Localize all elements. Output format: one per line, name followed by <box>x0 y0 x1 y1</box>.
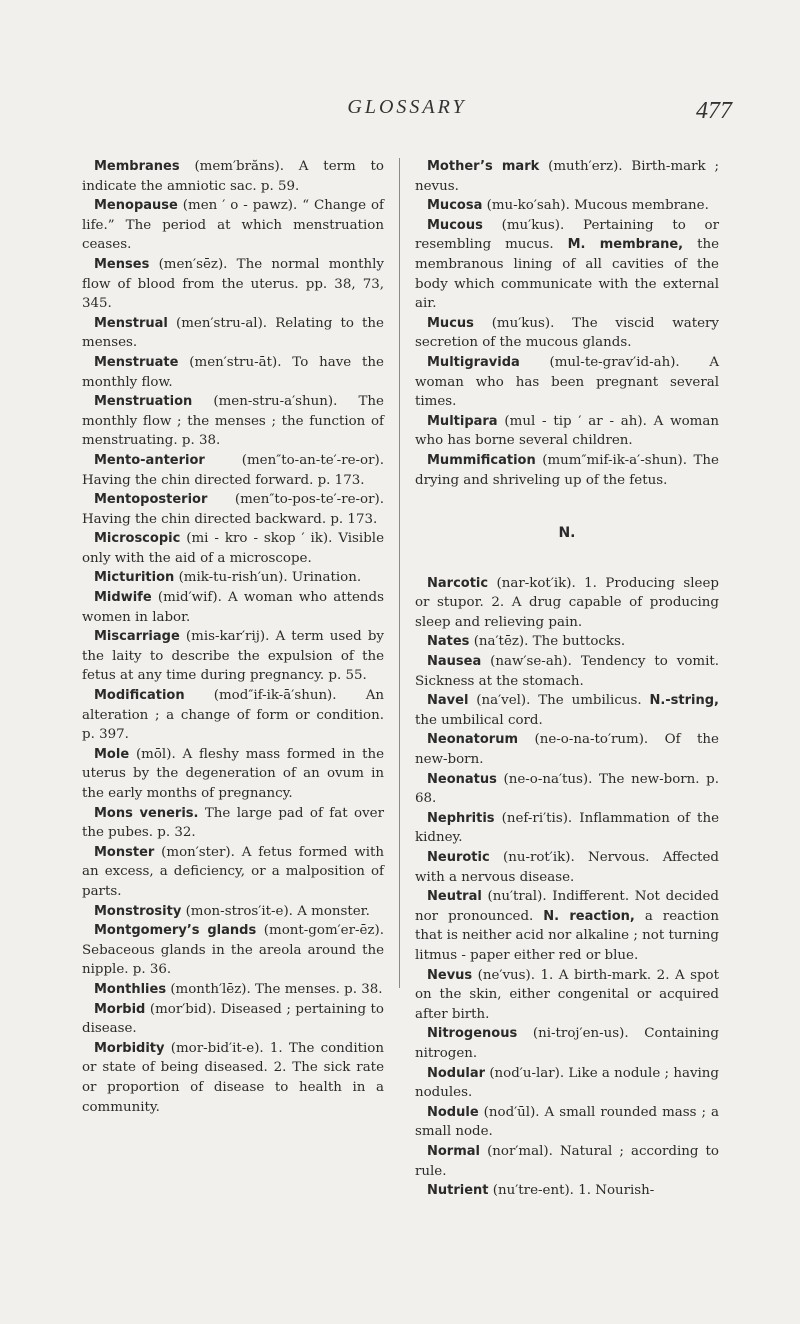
entry-term: Menses <box>94 256 150 272</box>
entry-definition: The large pad of fat over the pubes. p. 32. <box>82 805 384 841</box>
page-number: 477 <box>696 98 732 124</box>
entry-term: Montgomery’s glands <box>94 923 257 939</box>
entry-definition: (ne-o-na′tus). The new-born. p. 68. <box>415 771 719 807</box>
entry-subdefinition: the membranous lining of all cavities of the body which communicate with the external air. <box>415 237 720 312</box>
entry-definition: (mon′ster). A fetus formed with an excess, a deficiency, or a malposition of parts. <box>82 844 384 899</box>
entry-term: Menstrual <box>94 315 168 331</box>
entry-subdefinition: a reaction that is neither acid nor alkaline ; not turning litmus - paper either red or blue. <box>415 908 719 963</box>
entry-definition: (nar-kot′ik). 1. Producing sleep or stupor. 2. A drug capable of producing sleep and relieving pain. <box>415 575 719 630</box>
entry-term: Mons veneris. <box>94 805 199 821</box>
page-header <box>82 92 732 132</box>
entry-term: Neonatus <box>427 771 497 787</box>
glossary-entry <box>415 1142 719 1181</box>
glossary-entry <box>415 1024 719 1063</box>
entry-term: Menstruate <box>94 354 179 370</box>
entry-subterm: N. reaction, <box>543 908 635 924</box>
entry-definition: (nef-ri′tis). Inflammation of the kidney. <box>415 810 719 846</box>
entry-definition: (men′sēz). The normal monthly flow of blood from the uterus. pp. 38, 73, 345. <box>82 256 384 312</box>
entry-definition: (nu-rot′ik). Nervous. Affected with a nervous disease. <box>415 850 719 885</box>
entry-term: Monthlies <box>94 981 167 997</box>
entry-definition: (nod′u-lar). Like a nodule ; having nodules. <box>415 1065 719 1101</box>
entry-term: Neonatorum <box>427 732 519 748</box>
glossary-entry <box>415 691 719 730</box>
glossary-entry <box>82 1039 384 1117</box>
entry-term: Menstruation <box>94 394 193 410</box>
glossary-entry <box>415 1064 719 1103</box>
glossary-entry <box>415 632 719 652</box>
entry-definition: (men″to-pos-te′-re-or). Having the chin directed backward. p. 173. <box>82 492 384 527</box>
entry-term: Normal <box>427 1143 480 1159</box>
glossary-entry <box>415 196 719 216</box>
entry-definition: (mont-gom′er-ēz). Sebaceous glands in the areola around the nipple. p. 36. <box>82 923 384 978</box>
entry-term: Mole <box>94 746 130 762</box>
glossary-entry <box>415 314 719 353</box>
entry-definition: (mi - kro - skop ′ ik). Visible only with the aid of a microscope. <box>82 531 384 566</box>
entry-definition: (men ′ o - pawz). “ Change of life.” The period at which menstruation ceases. <box>82 198 384 253</box>
glossary-entry <box>82 451 384 490</box>
running-title: GLOSSARY <box>347 96 467 118</box>
entry-term: Morbid <box>94 1001 146 1017</box>
entry-definition: (men″to-an-te′-re-or). Having the chin directed forward. p. 173. <box>82 452 384 488</box>
entry-term: Monster <box>94 844 155 860</box>
entry-term: Membranes <box>94 159 180 174</box>
right-column-bottom <box>415 574 719 1201</box>
glossary-entry <box>415 157 719 196</box>
entry-term: Mother’s mark <box>427 159 540 174</box>
entry-term: Nutrient <box>427 1183 489 1199</box>
entry-subdefinition: the umbilical cord. <box>415 712 543 728</box>
entry-term: Nephritis <box>427 810 495 826</box>
entry-term: Midwife <box>94 590 152 606</box>
glossary-entry <box>82 921 384 980</box>
entry-definition: (mid′wif). A woman who attends women in labor. <box>82 590 384 625</box>
entry-term: Mentoposterior <box>94 492 208 508</box>
entry-term: Nates <box>427 634 470 650</box>
entry-term: Nevus <box>427 967 473 983</box>
entry-term: Mucosa <box>427 198 483 214</box>
right-column <box>415 157 719 1201</box>
entry-subterm: N.-string, <box>649 693 719 709</box>
entry-term: Menopause <box>94 198 178 214</box>
entry-definition: (men′stru-āt). To have the monthly flow. <box>82 354 384 390</box>
entry-term: Mento-anterior <box>94 452 205 468</box>
entry-definition: (month′lēz). The menses. p. 38. <box>170 981 383 997</box>
entry-term: Multipara <box>427 413 498 429</box>
entry-definition: (nu′tre-ent). 1. Nourish- <box>492 1183 655 1199</box>
entry-definition: (na′tēz). The buttocks. <box>473 634 626 650</box>
entry-definition: (nu′tral). Indifferent. Not decided nor pronounced. <box>415 889 719 924</box>
glossary-entry <box>415 652 719 691</box>
entry-definition: (mul-te-grav′id-ah). A woman who has been pregnant several times. <box>415 354 719 410</box>
entry-term: Mucous <box>427 217 483 233</box>
entry-definition: (naw′se-ah). Tendency to vomit. Sickness at the stomach. <box>415 654 720 689</box>
entry-term: Monstrosity <box>94 903 182 919</box>
glossary-entry <box>415 887 719 965</box>
glossary-entry <box>415 809 719 848</box>
glossary-entry <box>415 216 719 314</box>
glossary-entry <box>82 980 384 1000</box>
entry-term: Microscopic <box>94 531 181 547</box>
entry-definition: (ne-o-na-to′rum). Of the new-born. <box>415 732 719 768</box>
glossary-entry <box>82 745 384 804</box>
entry-definition: (nor′mal). Natural ; according to rule. <box>415 1143 719 1179</box>
entry-definition: (men-stru-a′shun). The monthly flow ; the menses ; the function of menstruating. p. 38. <box>82 394 384 449</box>
entry-definition: (mu-ko′sah). Mucous membrane. <box>486 198 709 214</box>
entry-term: Nausea <box>427 654 482 670</box>
glossary-entry <box>415 574 719 633</box>
glossary-entry <box>82 843 384 902</box>
entry-definition: (mon-stros′it-e). A monster. <box>185 903 370 919</box>
right-column-top <box>415 157 719 490</box>
entry-definition: (na′vel). The umbilicus. <box>476 693 642 709</box>
glossary-entry <box>415 966 719 1025</box>
entry-term: Narcotic <box>427 575 489 591</box>
glossary-entry <box>415 730 719 769</box>
column-divider <box>399 158 400 988</box>
entry-subterm: M. membrane, <box>567 237 684 253</box>
entry-term: Mummification <box>427 452 536 468</box>
glossary-entry <box>82 627 384 686</box>
entry-term: Nodular <box>427 1065 486 1081</box>
glossary-entry <box>82 314 384 353</box>
entry-term: Multigravida <box>427 354 520 370</box>
entry-definition: (ne′vus). 1. A birth-mark. 2. A spot on the skin, either congenital or acquired after birth. <box>415 967 719 1022</box>
left-column <box>82 157 384 1117</box>
entry-term: Nitrogenous <box>427 1026 518 1042</box>
glossary-entry <box>415 353 719 412</box>
entry-definition: (mum″mif-ik-a′-shun). The drying and shriveling up of the fetus. <box>415 452 719 488</box>
entry-definition: (mul - tip ′ ar - ah). A woman who has borne several children. <box>415 413 719 449</box>
glossary-entry <box>82 686 384 745</box>
entry-term: Mucus <box>427 315 474 331</box>
entry-term: Navel <box>427 693 469 709</box>
glossary-entry <box>415 1181 719 1201</box>
entry-definition: (mem′brăns). A term to indicate the amniotic sac. p. 59. <box>82 159 384 194</box>
glossary-entry <box>415 848 719 887</box>
glossary-entry <box>82 568 384 588</box>
glossary-entry <box>415 1103 719 1142</box>
glossary-entry <box>82 902 384 922</box>
entry-definition: (mōl). A fleshy mass formed in the uterus by the degeneration of an ovum in the early months of pregnancy. <box>82 746 384 801</box>
entry-definition: (mis-kar′rij). A term used by the laity to describe the expulsion of the fetus at any time during pregnancy. p. 55. <box>82 629 384 684</box>
entry-term: Nodule <box>427 1104 479 1120</box>
entry-definition: (mu′kus). The viscid watery secretion of the mucous glands. <box>415 315 719 351</box>
glossary-entry <box>82 196 384 255</box>
glossary-entry <box>415 451 719 490</box>
entry-definition: (muth′erz). Birth-mark ; nevus. <box>415 159 719 194</box>
glossary-entry <box>415 770 719 809</box>
entry-term: Morbidity <box>94 1040 165 1056</box>
section-letter: N. <box>558 525 576 542</box>
glossary-entry <box>82 392 384 451</box>
entry-definition: (mik-tu-rish′un). Urination. <box>178 570 362 586</box>
entry-definition: (nod′ūl). A small rounded mass ; a small node. <box>415 1104 719 1140</box>
entry-definition: (men′stru-al). Relating to the menses. <box>82 315 384 351</box>
glossary-entry <box>82 804 384 843</box>
entry-term: Modification <box>94 688 185 704</box>
entry-definition: (ni-troj′en-us). Containing nitrogen. <box>415 1026 719 1061</box>
glossary-entry <box>82 353 384 392</box>
entry-term: Neurotic <box>427 850 490 865</box>
glossary-entry <box>82 529 384 568</box>
glossary-entry <box>82 588 384 627</box>
entry-definition: (mor′bid). Diseased ; pertaining to disease. <box>82 1001 384 1037</box>
glossary-entry <box>82 1000 384 1039</box>
entry-definition: (mu′kus). Pertaining to or resembling mucus. <box>415 217 719 253</box>
glossary-entry <box>82 255 384 314</box>
glossary-entry <box>82 490 384 529</box>
entry-term: Micturition <box>94 570 175 586</box>
entry-term: Miscarriage <box>94 629 180 645</box>
entry-definition: (mod″if-ik-ā′shun). An alteration ; a change of form or condition. p. 397. <box>82 688 384 743</box>
entry-definition: (mor-bid′it-e). 1. The condition or state of being diseased. 2. The sick rate or proportion of disease to health in a community. <box>82 1040 384 1115</box>
glossary-entry <box>415 412 719 451</box>
entry-term: Neutral <box>427 889 482 905</box>
glossary-entry <box>82 157 384 196</box>
